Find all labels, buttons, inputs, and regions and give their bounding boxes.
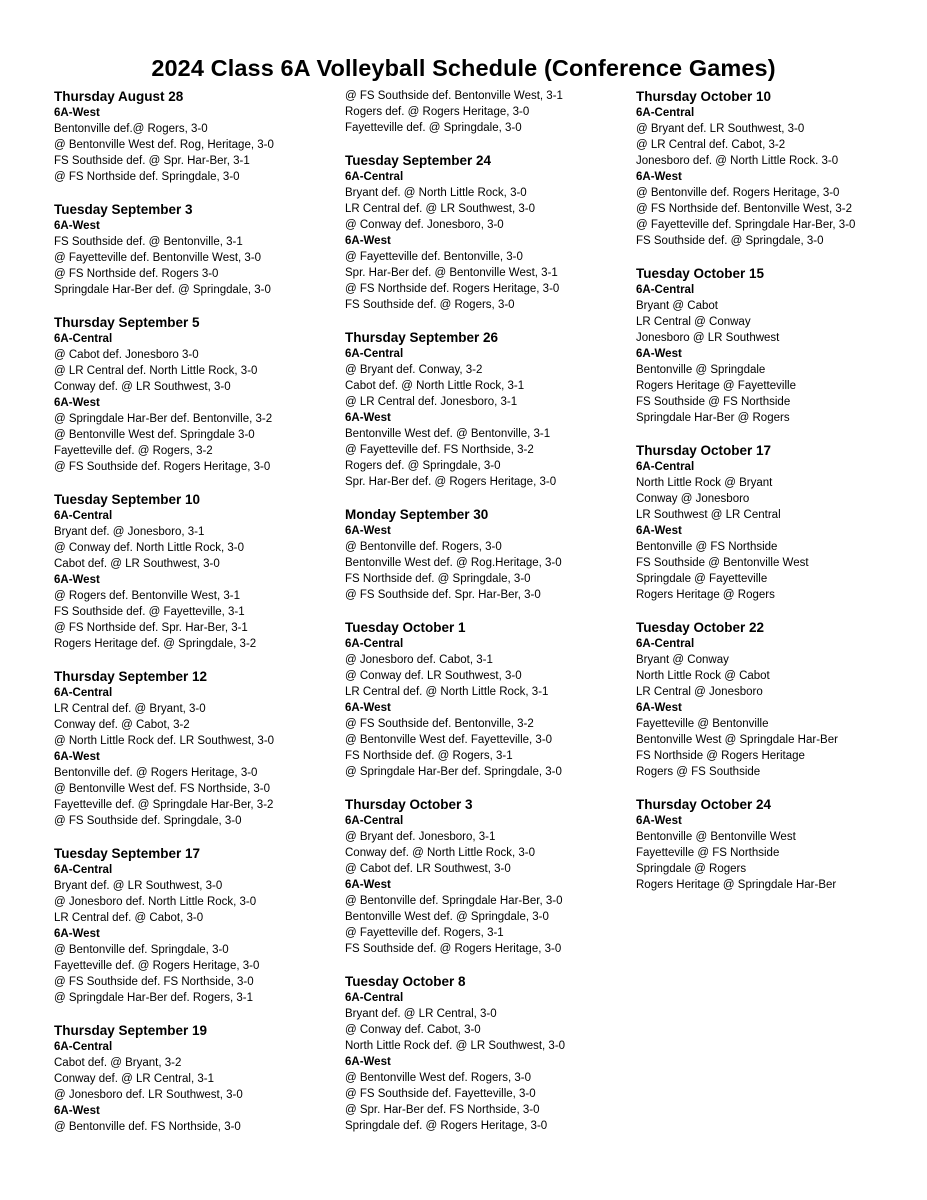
game-result: @ LR Central def. Cabot, 3-2 [636,139,786,151]
schedule-date: Tuesday October 8 [345,974,466,989]
game-result: @ Jonesboro def. Cabot, 3-1 [345,654,493,666]
game-result: Rogers Heritage @ Springdale Har-Ber [636,879,837,891]
game-result: LR Central @ Conway [636,316,751,328]
conference-label: 6A-West [54,751,100,763]
game-result: Cabot def. @ Bryant, 3-2 [54,1057,182,1069]
game-result: Bryant def. @ LR Central, 3-0 [345,1008,497,1020]
game-result: Fayetteville def. @ Springdale, 3-0 [345,122,522,134]
game-result: Springdale @ Rogers [636,863,747,875]
game-result: Cabot def. @ LR Southwest, 3-0 [54,558,220,570]
schedule-day [345,329,640,490]
schedule-date: Tuesday September 10 [54,492,201,507]
conference-label: 6A-West [54,574,100,586]
conference-label: 6A-West [636,702,682,714]
schedule-day [345,973,640,1134]
game-result: Conway def. @ LR Central, 3-1 [54,1073,214,1085]
game-result: Spr. Har-Ber def. @ Rogers Heritage, 3-0 [345,476,557,488]
schedule-date: Thursday October 24 [636,797,772,812]
conference-label: 6A-Central [345,638,404,650]
schedule-day [54,201,349,298]
conference-label: 6A-Central [636,284,695,296]
game-result: @ Bentonville def. Rogers, 3-0 [345,541,502,553]
game-result: @ FS Southside def. Springdale, 3-0 [54,815,242,827]
game-result: @ FS Southside def. Fayetteville, 3-0 [345,1088,536,1100]
game-result: @ Bentonville West def. FS Northside, 3-0 [54,783,271,795]
game-result: @ FS Northside def. Rogers Heritage, 3-0 [345,283,560,295]
game-result: @ Springdale Har-Ber def. Rogers, 3-1 [54,992,253,1004]
game-result: Rogers Heritage def. @ Springdale, 3-2 [54,638,257,650]
conference-label: 6A-Central [345,992,404,1004]
game-result: Rogers @ FS Southside [636,766,761,778]
conference-label: 6A-Central [345,815,404,827]
schedule-date: Thursday August 28 [54,89,184,104]
schedule-date: Tuesday September 24 [345,153,492,168]
game-result: @ Bentonville def. Springdale Har-Ber, 3-0 [345,895,563,907]
schedule-date: Tuesday October 15 [636,266,765,281]
game-result: @ Bentonville def. Springdale, 3-0 [54,944,229,956]
game-result: @ Fayetteville def. Bentonville, 3-0 [345,251,523,263]
game-result: @ LR Central def. Jonesboro, 3-1 [345,396,518,408]
conference-label: 6A-Central [54,1041,113,1053]
game-result: LR Central @ Jonesboro [636,686,763,698]
conference-label: 6A-West [54,928,100,940]
game-result: FS Southside def. @ Rogers Heritage, 3-0 [345,943,562,955]
game-result: @ Fayetteville def. FS Northside, 3-2 [345,444,534,456]
conference-label: 6A-West [54,397,100,409]
game-result: @ Bentonville West def. Fayetteville, 3-0 [345,734,553,746]
game-result: @ Fayetteville def. Springdale Har-Ber, 3-0 [636,219,856,231]
schedule-date: Thursday October 3 [345,797,473,812]
game-result: Fayetteville def. @ Springdale Har-Ber, 3-2 [54,799,274,811]
game-result: @ Bentonville def. Rogers Heritage, 3-0 [636,187,840,199]
game-result: Bryant def. @ North Little Rock, 3-0 [345,187,527,199]
game-result: @ Bentonville West def. Rog, Heritage, 3-0 [54,139,274,151]
game-result: @ Bentonville West def. Springdale 3-0 [54,429,255,441]
game-result: Bentonville def.@ Rogers, 3-0 [54,123,208,135]
game-result: North Little Rock def. @ LR Southwest, 3-0 [345,1040,566,1052]
game-result: Bentonville West def. @ Rog.Heritage, 3-0 [345,557,562,569]
schedule-date: Thursday September 26 [345,330,499,345]
conference-label: 6A-Central [636,638,695,650]
schedule-day [345,506,640,603]
schedule-date: Thursday September 5 [54,315,200,330]
schedule-column-1 [54,88,349,1151]
schedule-day [54,845,349,1006]
game-result: Springdale def. @ Rogers Heritage, 3-0 [345,1120,548,1132]
game-result: FS Southside def. @ Fayetteville, 3-1 [54,606,245,618]
conference-label: 6A-Central [345,171,404,183]
game-result: Springdale Har-Ber @ Rogers [636,412,790,424]
game-result: LR Central def. @ Cabot, 3-0 [54,912,204,924]
game-result: North Little Rock @ Bryant [636,477,773,489]
conference-label: 6A-West [54,1105,100,1117]
game-result: Spr. Har-Ber def. @ Bentonville West, 3-1 [345,267,558,279]
schedule-day [345,619,640,780]
game-result: Bentonville West def. @ Bentonville, 3-1 [345,428,551,440]
game-result: @ Conway def. Jonesboro, 3-0 [345,219,504,231]
game-result: North Little Rock @ Cabot [636,670,770,682]
game-result: @ FS Northside def. Springdale, 3-0 [54,171,240,183]
game-result: Bentonville @ Springdale [636,364,766,376]
game-result: @ Springdale Har-Ber def. Bentonville, 3-2 [54,413,273,425]
game-result: @ Jonesboro def. North Little Rock, 3-0 [54,896,257,908]
game-result: @ Bryant def. LR Southwest, 3-0 [636,123,805,135]
game-result: Rogers def. @ Rogers Heritage, 3-0 [345,106,530,118]
game-result: FS Southside def. @ Spr. Har-Ber, 3-1 [54,155,250,167]
game-result: Bryant def. @ Jonesboro, 3-1 [54,526,205,538]
game-result: FS Southside @ Bentonville West [636,557,809,569]
game-result: Bryant @ Conway [636,654,729,666]
game-result: @ FS Southside def. Spr. Har-Ber, 3-0 [345,589,541,601]
game-result: Bryant def. @ LR Southwest, 3-0 [54,880,223,892]
schedule-date: Thursday September 12 [54,669,208,684]
conference-label: 6A-Central [636,461,695,473]
game-result: @ Jonesboro def. LR Southwest, 3-0 [54,1089,243,1101]
schedule-day [636,265,927,426]
game-result: Conway def. @ LR Southwest, 3-0 [54,381,231,393]
conference-label: 6A-West [636,525,682,537]
game-result: Fayetteville def. @ Rogers Heritage, 3-0 [54,960,260,972]
schedule-day [345,152,640,313]
game-result: Fayetteville @ FS Northside [636,847,780,859]
game-result: @ Bryant def. Conway, 3-2 [345,364,483,376]
game-result: Bentonville @ FS Northside [636,541,778,553]
page-title: 2024 Class 6A Volleyball Schedule (Conference Games) [151,55,776,81]
game-result: Springdale Har-Ber def. @ Springdale, 3-0 [54,284,271,296]
game-result: @ Springdale Har-Ber def. Springdale, 3-0 [345,766,562,778]
conference-label: 6A-West [345,879,391,891]
conference-label: 6A-Central [54,864,113,876]
conference-label: 6A-West [636,815,682,827]
game-result: Fayetteville @ Bentonville [636,718,769,730]
schedule-day [636,88,927,249]
game-result: @ FS Northside def. Spr. Har-Ber, 3-1 [54,622,248,634]
game-result: @ Fayetteville def. Bentonville West, 3-0 [54,252,262,264]
conference-label: 6A-West [345,412,391,424]
game-result: @ North Little Rock def. LR Southwest, 3-0 [54,735,275,747]
game-result: @ Bentonville West def. Rogers, 3-0 [345,1072,531,1084]
game-result: @ Bentonville def. FS Northside, 3-0 [54,1121,241,1133]
conference-label: 6A-Central [54,687,113,699]
game-result: FS Southside def. @ Rogers, 3-0 [345,299,515,311]
conference-label: 6A-West [345,1056,391,1068]
schedule-day [636,619,927,780]
conference-label: 6A-West [54,107,100,119]
game-result: Fayetteville def. @ Rogers, 3-2 [54,445,213,457]
game-result: LR Southwest @ LR Central [636,509,781,521]
conference-label: 6A-West [636,171,682,183]
game-result: LR Central def. @ North Little Rock, 3-1 [345,686,549,698]
game-result: FS Southside def. @ Bentonville, 3-1 [54,236,243,248]
schedule-day [54,668,349,829]
game-result: Bentonville @ Bentonville West [636,831,796,843]
game-result: Springdale @ Fayetteville [636,573,768,585]
conference-label: 6A-Central [54,333,113,345]
game-result: LR Central def. @ LR Southwest, 3-0 [345,203,536,215]
game-result: @ FS Southside def. Bentonville West, 3-1 [345,90,563,102]
game-result: @ FS Northside def. Rogers 3-0 [54,268,219,280]
schedule-date: Thursday September 19 [54,1023,208,1038]
conference-label: 6A-West [345,235,391,247]
game-result: @ FS Southside def. Bentonville, 3-2 [345,718,534,730]
game-result: Conway @ Jonesboro [636,493,750,505]
game-result: @ Conway def. North Little Rock, 3-0 [54,542,245,554]
schedule-day [54,491,349,652]
game-result: Rogers Heritage @ Rogers [636,589,775,601]
schedule-date: Tuesday September 3 [54,202,193,217]
game-result: Rogers Heritage @ Fayetteville [636,380,796,392]
game-result: @ FS Northside def. Bentonville West, 3-2 [636,203,853,215]
schedule-date: Thursday October 10 [636,89,772,104]
conference-label: 6A-West [345,525,391,537]
game-result: @ LR Central def. North Little Rock, 3-0 [54,365,258,377]
game-result: @ FS Southside def. FS Northside, 3-0 [54,976,254,988]
game-result: Bentonville def. @ Rogers Heritage, 3-0 [54,767,258,779]
schedule-date: Tuesday October 22 [636,620,765,635]
schedule-date: Tuesday September 17 [54,846,201,861]
game-result: @ Conway def. LR Southwest, 3-0 [345,670,522,682]
schedule-date: Tuesday October 1 [345,620,466,635]
game-result: Bryant @ Cabot [636,300,718,312]
game-result: Cabot def. @ North Little Rock, 3-1 [345,380,525,392]
game-result: Rogers def. @ Springdale, 3-0 [345,460,501,472]
schedule-day [54,314,349,475]
conference-label: 6A-Central [54,510,113,522]
game-result: Bentonville West def. @ Springdale, 3-0 [345,911,549,923]
conference-label: 6A-West [345,702,391,714]
game-result: Jonesboro @ LR Southwest [636,332,780,344]
game-result: @ Cabot def. Jonesboro 3-0 [54,349,199,361]
game-result: FS Northside @ Rogers Heritage [636,750,805,762]
game-result: Jonesboro def. @ North Little Rock. 3-0 [636,155,839,167]
schedule-column-2 [345,88,640,1150]
schedule-day [345,796,640,957]
game-result: FS Southside @ FS Northside [636,396,791,408]
game-result: @ Bryant def. Jonesboro, 3-1 [345,831,496,843]
schedule-day [636,796,927,893]
conference-label: 6A-Central [636,107,695,119]
game-result: LR Central def. @ Bryant, 3-0 [54,703,206,715]
schedule-date: Monday September 30 [345,507,489,522]
game-result: Conway def. @ North Little Rock, 3-0 [345,847,536,859]
game-result: FS Northside def. @ Rogers, 3-1 [345,750,513,762]
conference-label: 6A-Central [345,348,404,360]
game-result: @ Spr. Har-Ber def. FS Northside, 3-0 [345,1104,540,1116]
conference-label: 6A-West [54,220,100,232]
game-result: Conway def. @ Cabot, 3-2 [54,719,190,731]
schedule-day [345,88,640,136]
schedule-date: Thursday October 17 [636,443,772,458]
game-result: FS Northside def. @ Springdale, 3-0 [345,573,531,585]
schedule-day [54,88,349,185]
schedule-day [636,442,927,603]
game-result: Bentonville West @ Springdale Har-Ber [636,734,838,746]
schedule-column-3 [636,88,927,909]
game-result: @ Fayetteville def. Rogers, 3-1 [345,927,504,939]
schedule-day [54,1022,349,1135]
conference-label: 6A-West [636,348,682,360]
game-result: @ Rogers def. Bentonville West, 3-1 [54,590,240,602]
game-result: @ Cabot def. LR Southwest, 3-0 [345,863,511,875]
game-result: @ FS Southside def. Rogers Heritage, 3-0 [54,461,271,473]
game-result: FS Southside def. @ Springdale, 3-0 [636,235,824,247]
game-result: @ Conway def. Cabot, 3-0 [345,1024,481,1036]
